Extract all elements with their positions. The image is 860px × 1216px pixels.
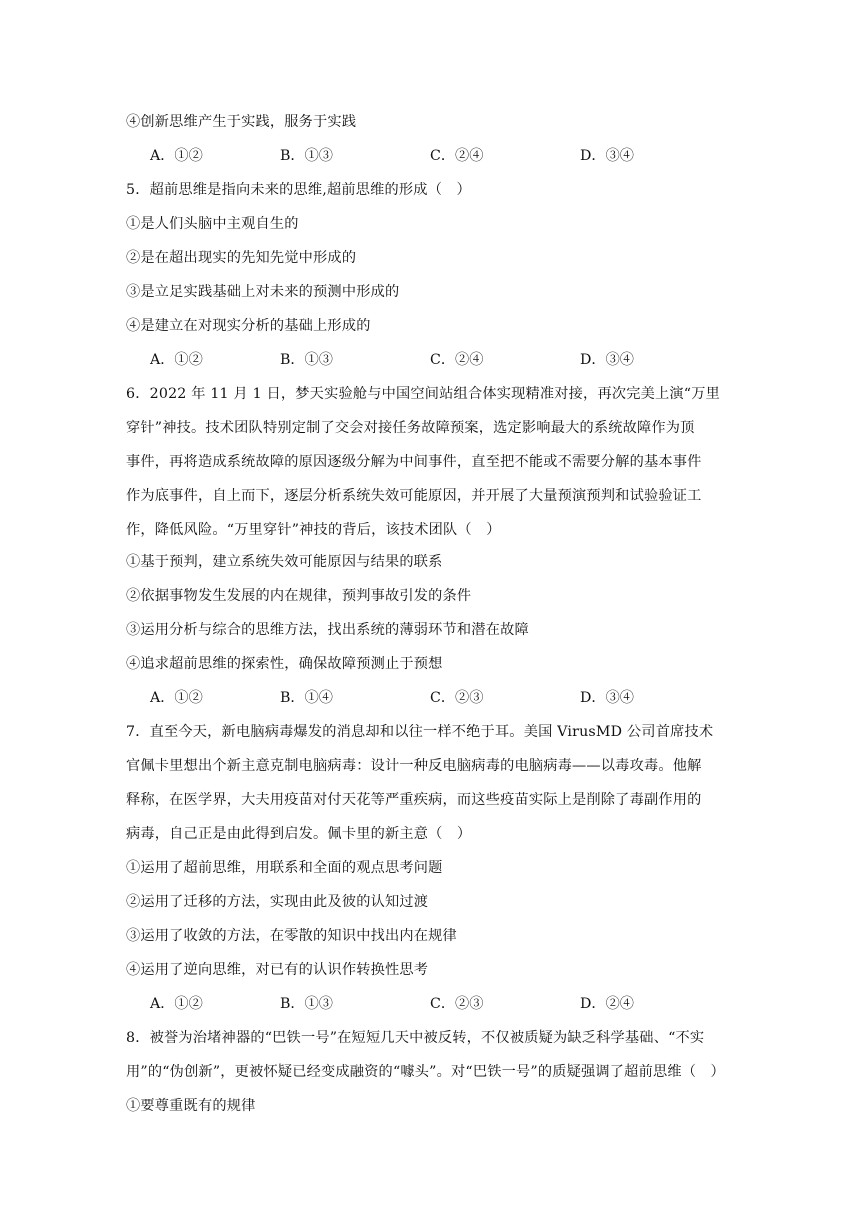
q8-stem-line-1: 8．被誉为治堵神器的“巴铁一号”在短短几天中被反转，不仅被质疑为缺乏科学基础、“不实 <box>126 1030 705 1046</box>
q6-stem-line-4: 作为底事件，自上而下，逐层分析系统失效可能原因，并开展了大量预演预判和试验验证工 <box>126 488 702 504</box>
q7-stem-line-2: 官佩卡里想出个新主意克制电脑病毒：设计一种反电脑病毒的电脑病毒——以毒攻毒。他解 <box>126 758 702 774</box>
q7-item-3: ③运用了收敛的方法，在零散的知识中找出内在规律 <box>126 928 457 944</box>
q5-item-3: ③是立足实践基础上对未来的预测中形成的 <box>126 284 400 300</box>
q6-stem-line-1: 6．2022 年 11 月 1 日，梦天实验舱与中国空间站组合体实现精准对接，再次完美上演“万里 <box>126 386 720 402</box>
option-b: B．①③ <box>280 352 333 368</box>
q8-stem-line-2: 用”的“伪创新”，更被怀疑已经变成融资的“噱头”。对“巴铁一号”的质疑强调了超前思维（ ） <box>126 1064 725 1080</box>
option-a: A．①② <box>150 690 203 706</box>
q7-stem-line-4: 病毒，自己正是由此得到启发。佩卡里的新主意（ ） <box>126 826 472 842</box>
option-a: A．①② <box>150 996 203 1012</box>
q4-item-4: ④创新思维产生于实践，服务于实践 <box>126 114 357 130</box>
option-d: D．③④ <box>580 690 634 706</box>
option-b: B．①③ <box>280 148 333 164</box>
q7-stem-line-3: 释称，在医学界，大夫用疫苗对付天花等严重疾病，而这些疫苗实际上是削除了毒副作用的 <box>126 792 702 808</box>
q6-stem-line-2: 穿针”神技。技术团队特别定制了交会对接任务故障预案，选定影响最大的系统故障作为顶 <box>126 420 695 436</box>
q8-item-1: ①要尊重既有的规律 <box>126 1098 256 1114</box>
q7-item-2: ②运用了迁移的方法，实现由此及彼的认知过渡 <box>126 894 429 910</box>
option-b: B．①④ <box>280 690 333 706</box>
option-a: A．①② <box>150 352 203 368</box>
q7-options <box>150 994 750 1014</box>
option-c: C．②④ <box>430 352 484 368</box>
q6-item-2: ②依据事物发生发展的内在规律，预判事故引发的条件 <box>126 588 472 604</box>
q7-stem-line-1: 7．直至今天，新电脑病毒爆发的消息却和以往一样不绝于耳。美国 VirusMD 公司首席技术 <box>126 724 714 740</box>
q6-stem-line-5: 作，降低风险。“万里穿针”神技的背后，该技术团队（ ） <box>126 522 501 538</box>
q6-item-1: ①基于预判，建立系统失效可能原因与结果的联系 <box>126 554 443 570</box>
q6-item-3: ③运用分析与综合的思维方法，找出系统的薄弱环节和潜在故障 <box>126 622 529 638</box>
option-c: C．②④ <box>430 148 484 164</box>
q5-options <box>150 350 750 370</box>
option-c: C．②③ <box>430 996 484 1012</box>
q5-item-2: ②是在超出现实的先知先觉中形成的 <box>126 250 357 266</box>
option-a: A．①② <box>150 148 203 164</box>
q5-stem: 5．超前思维是指向未来的思维,超前思维的形成（ ） <box>126 182 471 198</box>
option-d: D．②④ <box>580 996 634 1012</box>
q6-stem-line-3: 事件，再将造成系统故障的原因逐级分解为中间事件，直至把不能或不需要分解的基本事件 <box>126 454 702 470</box>
q6-item-4: ④追求超前思维的探索性，确保故障预测止于预想 <box>126 656 443 672</box>
q4-options <box>150 146 750 166</box>
option-d: D．③④ <box>580 352 634 368</box>
option-c: C．②③ <box>430 690 484 706</box>
option-b: B．①③ <box>280 996 333 1012</box>
q5-item-1: ①是人们头脑中主观自生的 <box>126 216 299 232</box>
q7-item-1: ①运用了超前思维，用联系和全面的观点思考问题 <box>126 860 443 876</box>
q6-options <box>150 688 750 708</box>
option-d: D．③④ <box>580 148 634 164</box>
q5-item-4: ④是建立在对现实分析的基础上形成的 <box>126 318 371 334</box>
q7-item-4: ④运用了逆向思维，对已有的认识作转换性思考 <box>126 962 429 978</box>
